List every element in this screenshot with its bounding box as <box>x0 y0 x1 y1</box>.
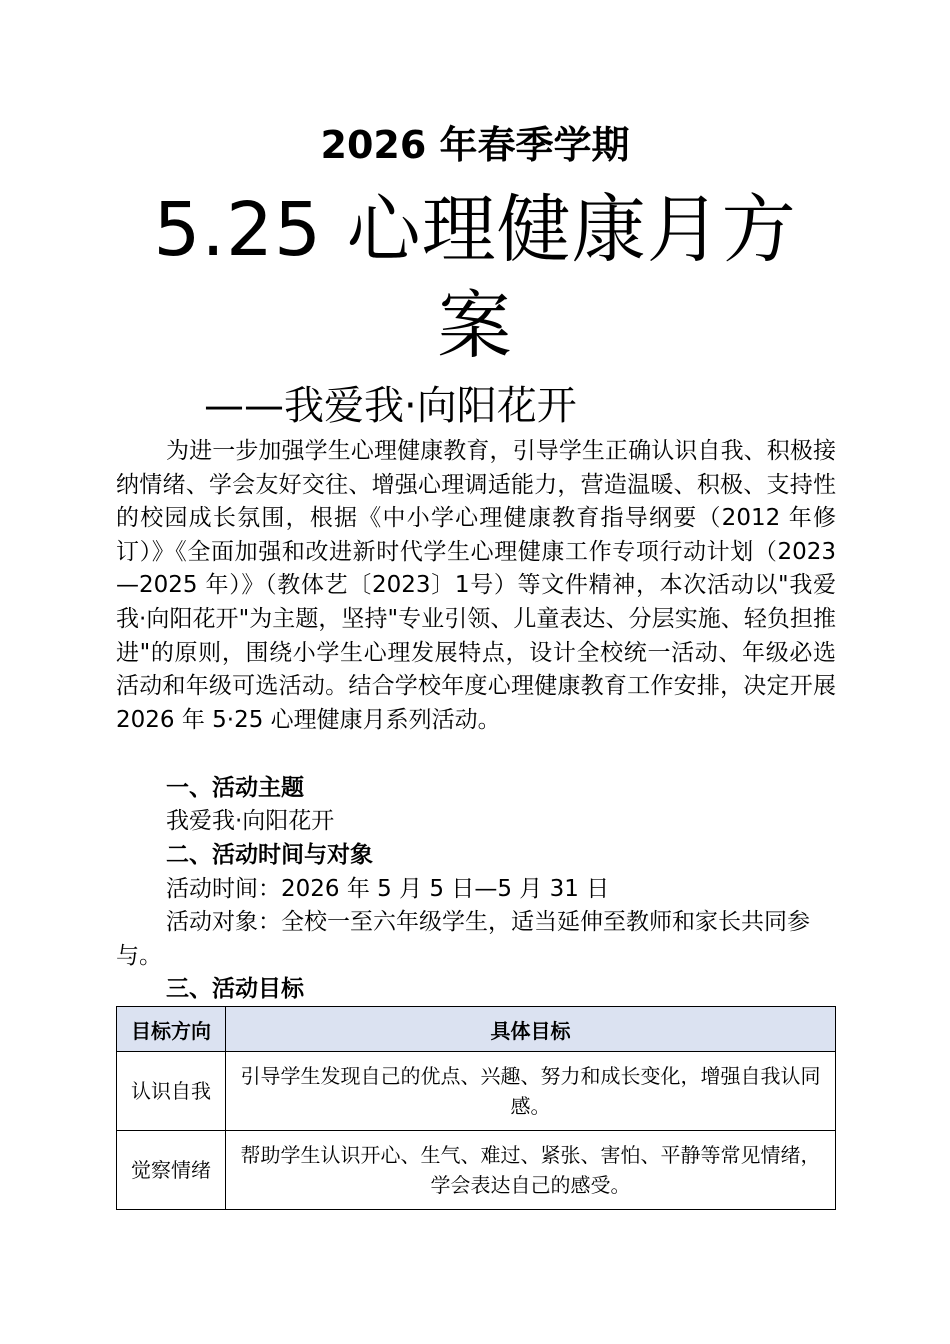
title-year: 2026 年春季学期 <box>320 123 630 167</box>
section-heading-time: 二、活动时间与对象 <box>166 842 373 868</box>
theme-text: 我爱我·向阳花开 <box>166 808 335 834</box>
table-row <box>117 1131 836 1210</box>
goals-table <box>116 1006 836 1210</box>
table-header-row <box>117 1007 836 1052</box>
goal-direction-cell: 觉察情绪 <box>117 1131 226 1210</box>
activity-time: 活动时间：2026 年 5 月 5 日—5 月 31 日 <box>166 876 610 902</box>
intro-paragraph: 为进一步加强学生心理健康教育，引导学生正确认识自我、积极接纳情绪、学会友好交往、增强心理调适能力，营造温暖、积极、支持性的校园成长氛围，根据《中小学心理健康教育指导纲要（2012 年修订）》《全面加强和改进新时代学生心理健康工作专项行动计划（2023—2025 年）》（教体艺〔2023〕1号）等文件精神，本次活动以"我爱我·向阳花开"为主题，坚持"专业引领、儿童表达、分层实施、轻负担推进"的原则，围绕小学生心理发展特点，设计全校统一活动、年级必选活动和年级可选活动。结合学校年度心理健康教育工作安排，决定开展2026 年 5·25 心理健康月系列活动。 <box>116 438 836 733</box>
column-header-goal: 具体目标 <box>226 1007 836 1052</box>
main-title: 5.25 心理健康月方案 <box>153 187 797 369</box>
table-row <box>117 1052 836 1131</box>
activity-target: 活动对象：全校一至六年级学生，适当延伸至教师和家长共同参与。 <box>116 909 810 969</box>
goal-detail-cell: 帮助学生认识开心、生气、难过、紧张、害怕、平静等常见情绪，学会表达自己的感受。 <box>226 1131 836 1210</box>
column-header-direction: 目标方向 <box>117 1007 226 1052</box>
section-heading-goals: 三、活动目标 <box>166 976 304 1002</box>
goal-direction-cell: 认识自我 <box>117 1052 226 1131</box>
goal-detail-cell: 引导学生发现自己的优点、兴趣、努力和成长变化，增强自我认同感。 <box>226 1052 836 1131</box>
section-heading-theme: 一、活动主题 <box>166 775 304 801</box>
subtitle: ——我爱我·向阳花开 <box>204 383 577 429</box>
